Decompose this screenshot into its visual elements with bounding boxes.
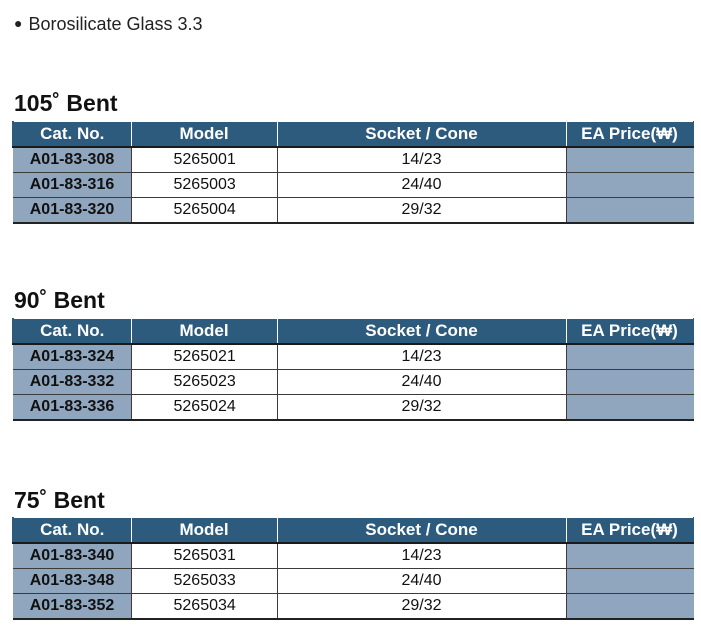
table-row <box>13 395 693 421</box>
model-cell: 5265001 <box>131 147 277 173</box>
header-price: EA Price(₩) <box>566 122 693 148</box>
table-row <box>13 147 693 173</box>
price-cell <box>566 543 693 569</box>
socket-cone-cell: 14/23 <box>277 344 566 370</box>
model-cell: 5265023 <box>131 370 277 395</box>
table-row <box>13 344 693 370</box>
cat-no-cell: A01-83-308 <box>13 147 131 173</box>
cat-no-cell: A01-83-324 <box>13 344 131 370</box>
socket-cone-cell: 24/40 <box>277 569 566 594</box>
socket-cone-cell: 14/23 <box>277 543 566 569</box>
section-title-75: 75˚ Bent <box>14 487 105 513</box>
header-cat-no: Cat. No. <box>13 518 131 544</box>
socket-cone-cell: 29/32 <box>277 198 566 224</box>
socket-cone-cell: 29/32 <box>277 594 566 620</box>
table-header-row <box>13 319 693 345</box>
spec-table-90 <box>12 318 694 421</box>
header-model: Model <box>131 122 277 148</box>
model-cell: 5265003 <box>131 173 277 198</box>
price-cell <box>566 173 693 198</box>
section-title-90: 90˚ Bent <box>14 287 105 313</box>
cat-no-cell: A01-83-348 <box>13 569 131 594</box>
price-cell <box>566 344 693 370</box>
section-title-105: 105˚ Bent <box>14 90 118 116</box>
cat-no-cell: A01-83-352 <box>13 594 131 620</box>
cat-no-cell: A01-83-332 <box>13 370 131 395</box>
socket-cone-cell: 24/40 <box>277 370 566 395</box>
price-cell <box>566 569 693 594</box>
model-cell: 5265034 <box>131 594 277 620</box>
header-socket-cone: Socket / Cone <box>277 518 566 544</box>
header-cat-no: Cat. No. <box>13 122 131 148</box>
header-price: EA Price(₩) <box>566 518 693 544</box>
table-row <box>13 543 693 569</box>
socket-cone-cell: 14/23 <box>277 147 566 173</box>
model-cell: 5265004 <box>131 198 277 224</box>
table-header-row <box>13 122 693 148</box>
table-row <box>13 594 693 620</box>
table-row <box>13 198 693 224</box>
spec-table-105 <box>12 121 694 224</box>
model-cell: 5265033 <box>131 569 277 594</box>
table-row <box>13 569 693 594</box>
spec-table-75 <box>12 517 694 620</box>
cat-no-cell: A01-83-316 <box>13 173 131 198</box>
header-price: EA Price(₩) <box>566 319 693 345</box>
header-socket-cone: Socket / Cone <box>277 122 566 148</box>
material-note-text: Borosilicate Glass 3.3 <box>28 14 203 34</box>
model-cell: 5265031 <box>131 543 277 569</box>
table-row <box>13 370 693 395</box>
cat-no-cell: A01-83-336 <box>13 395 131 421</box>
table-header-row <box>13 518 693 544</box>
material-note <box>14 14 203 35</box>
price-cell <box>566 594 693 620</box>
model-cell: 5265024 <box>131 395 277 421</box>
bullet-icon: ● <box>14 15 23 31</box>
price-cell <box>566 147 693 173</box>
cat-no-cell: A01-83-340 <box>13 543 131 569</box>
cat-no-cell: A01-83-320 <box>13 198 131 224</box>
socket-cone-cell: 29/32 <box>277 395 566 421</box>
header-cat-no: Cat. No. <box>13 319 131 345</box>
header-socket-cone: Socket / Cone <box>277 319 566 345</box>
table-row <box>13 173 693 198</box>
price-cell <box>566 198 693 224</box>
price-cell <box>566 395 693 421</box>
price-cell <box>566 370 693 395</box>
model-cell: 5265021 <box>131 344 277 370</box>
header-model: Model <box>131 319 277 345</box>
socket-cone-cell: 24/40 <box>277 173 566 198</box>
header-model: Model <box>131 518 277 544</box>
